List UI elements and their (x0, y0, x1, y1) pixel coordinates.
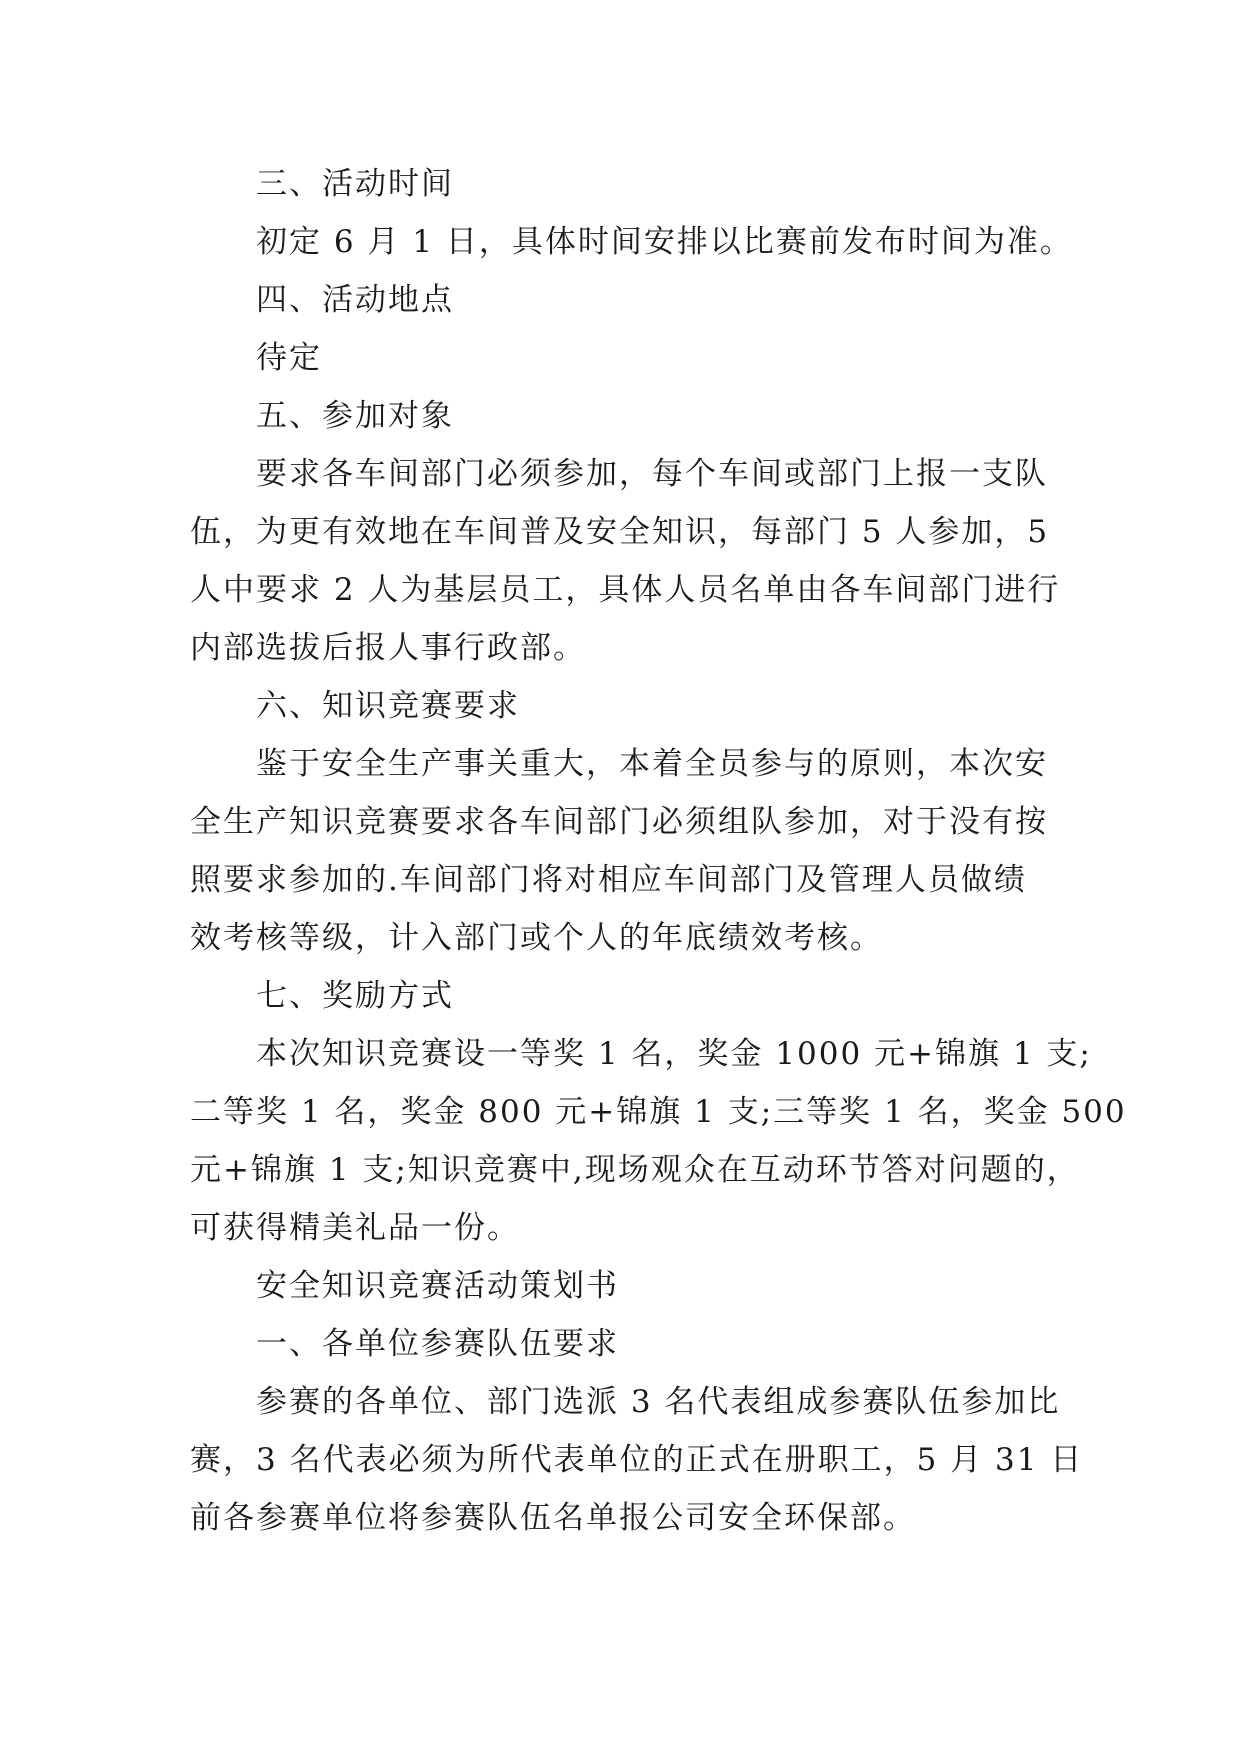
paragraph-line: 本次知识竞赛设一等奖 1 名，奖金 1000 元+锦旗 1 支; (256, 1036, 1092, 1072)
section-heading: 七、奖励方式 (256, 978, 454, 1014)
section-heading: 一、各单位参赛队伍要求 (256, 1326, 619, 1362)
section-heading: 五、参加对象 (256, 398, 454, 434)
paragraph-line: 赛，3 名代表必须为所代表单位的正式在册职工，5 月 31 日 (190, 1442, 1084, 1478)
paragraph-line: 前各参赛单位将参赛队伍名单报公司安全环保部。 (190, 1500, 916, 1536)
paragraph-line: 照要求参加的.车间部门将对相应车间部门及管理人员做绩 (190, 862, 1027, 898)
paragraph-line: 二等奖 1 名，奖金 800 元+锦旗 1 支;三等奖 1 名，奖金 500 (190, 1094, 1127, 1130)
paragraph-line: 参赛的各单位、部门选派 3 名代表组成参赛队伍参加比 (256, 1384, 1061, 1420)
paragraph-line: 鉴于安全生产事关重大，本着全员参与的原则，本次安 (256, 746, 1048, 782)
section-heading: 四、活动地点 (256, 282, 454, 318)
paragraph-line: 待定 (256, 340, 322, 376)
document-body (190, 155, 1127, 1547)
section-heading: 三、活动时间 (256, 166, 454, 202)
document-title: 安全知识竞赛活动策划书 (256, 1268, 619, 1304)
paragraph-line: 内部选拔后报人事行政部。 (190, 630, 586, 666)
paragraph-line: 人中要求 2 人为基层员工，具体人员名单由各车间部门进行 (190, 572, 1061, 608)
paragraph-line: 可获得精美礼品一份。 (190, 1210, 520, 1246)
paragraph-line: 全生产知识竞赛要求各车间部门必须组队参加，对于没有按 (190, 804, 1048, 840)
section-heading: 六、知识竞赛要求 (256, 688, 520, 724)
paragraph-line: 伍，为更有效地在车间普及安全知识，每部门 5 人参加，5 (190, 514, 1050, 550)
paragraph-line: 初定 6 月 1 日，具体时间安排以比赛前发布时间为准。 (256, 224, 1073, 260)
paragraph-line: 元+锦旗 1 支;知识竞赛中,现场观众在互动环节答对问题的， (190, 1152, 1080, 1188)
paragraph-line: 效考核等级，计入部门或个人的年底绩效考核。 (190, 920, 883, 956)
paragraph-line: 要求各车间部门必须参加，每个车间或部门上报一支队 (256, 456, 1048, 492)
